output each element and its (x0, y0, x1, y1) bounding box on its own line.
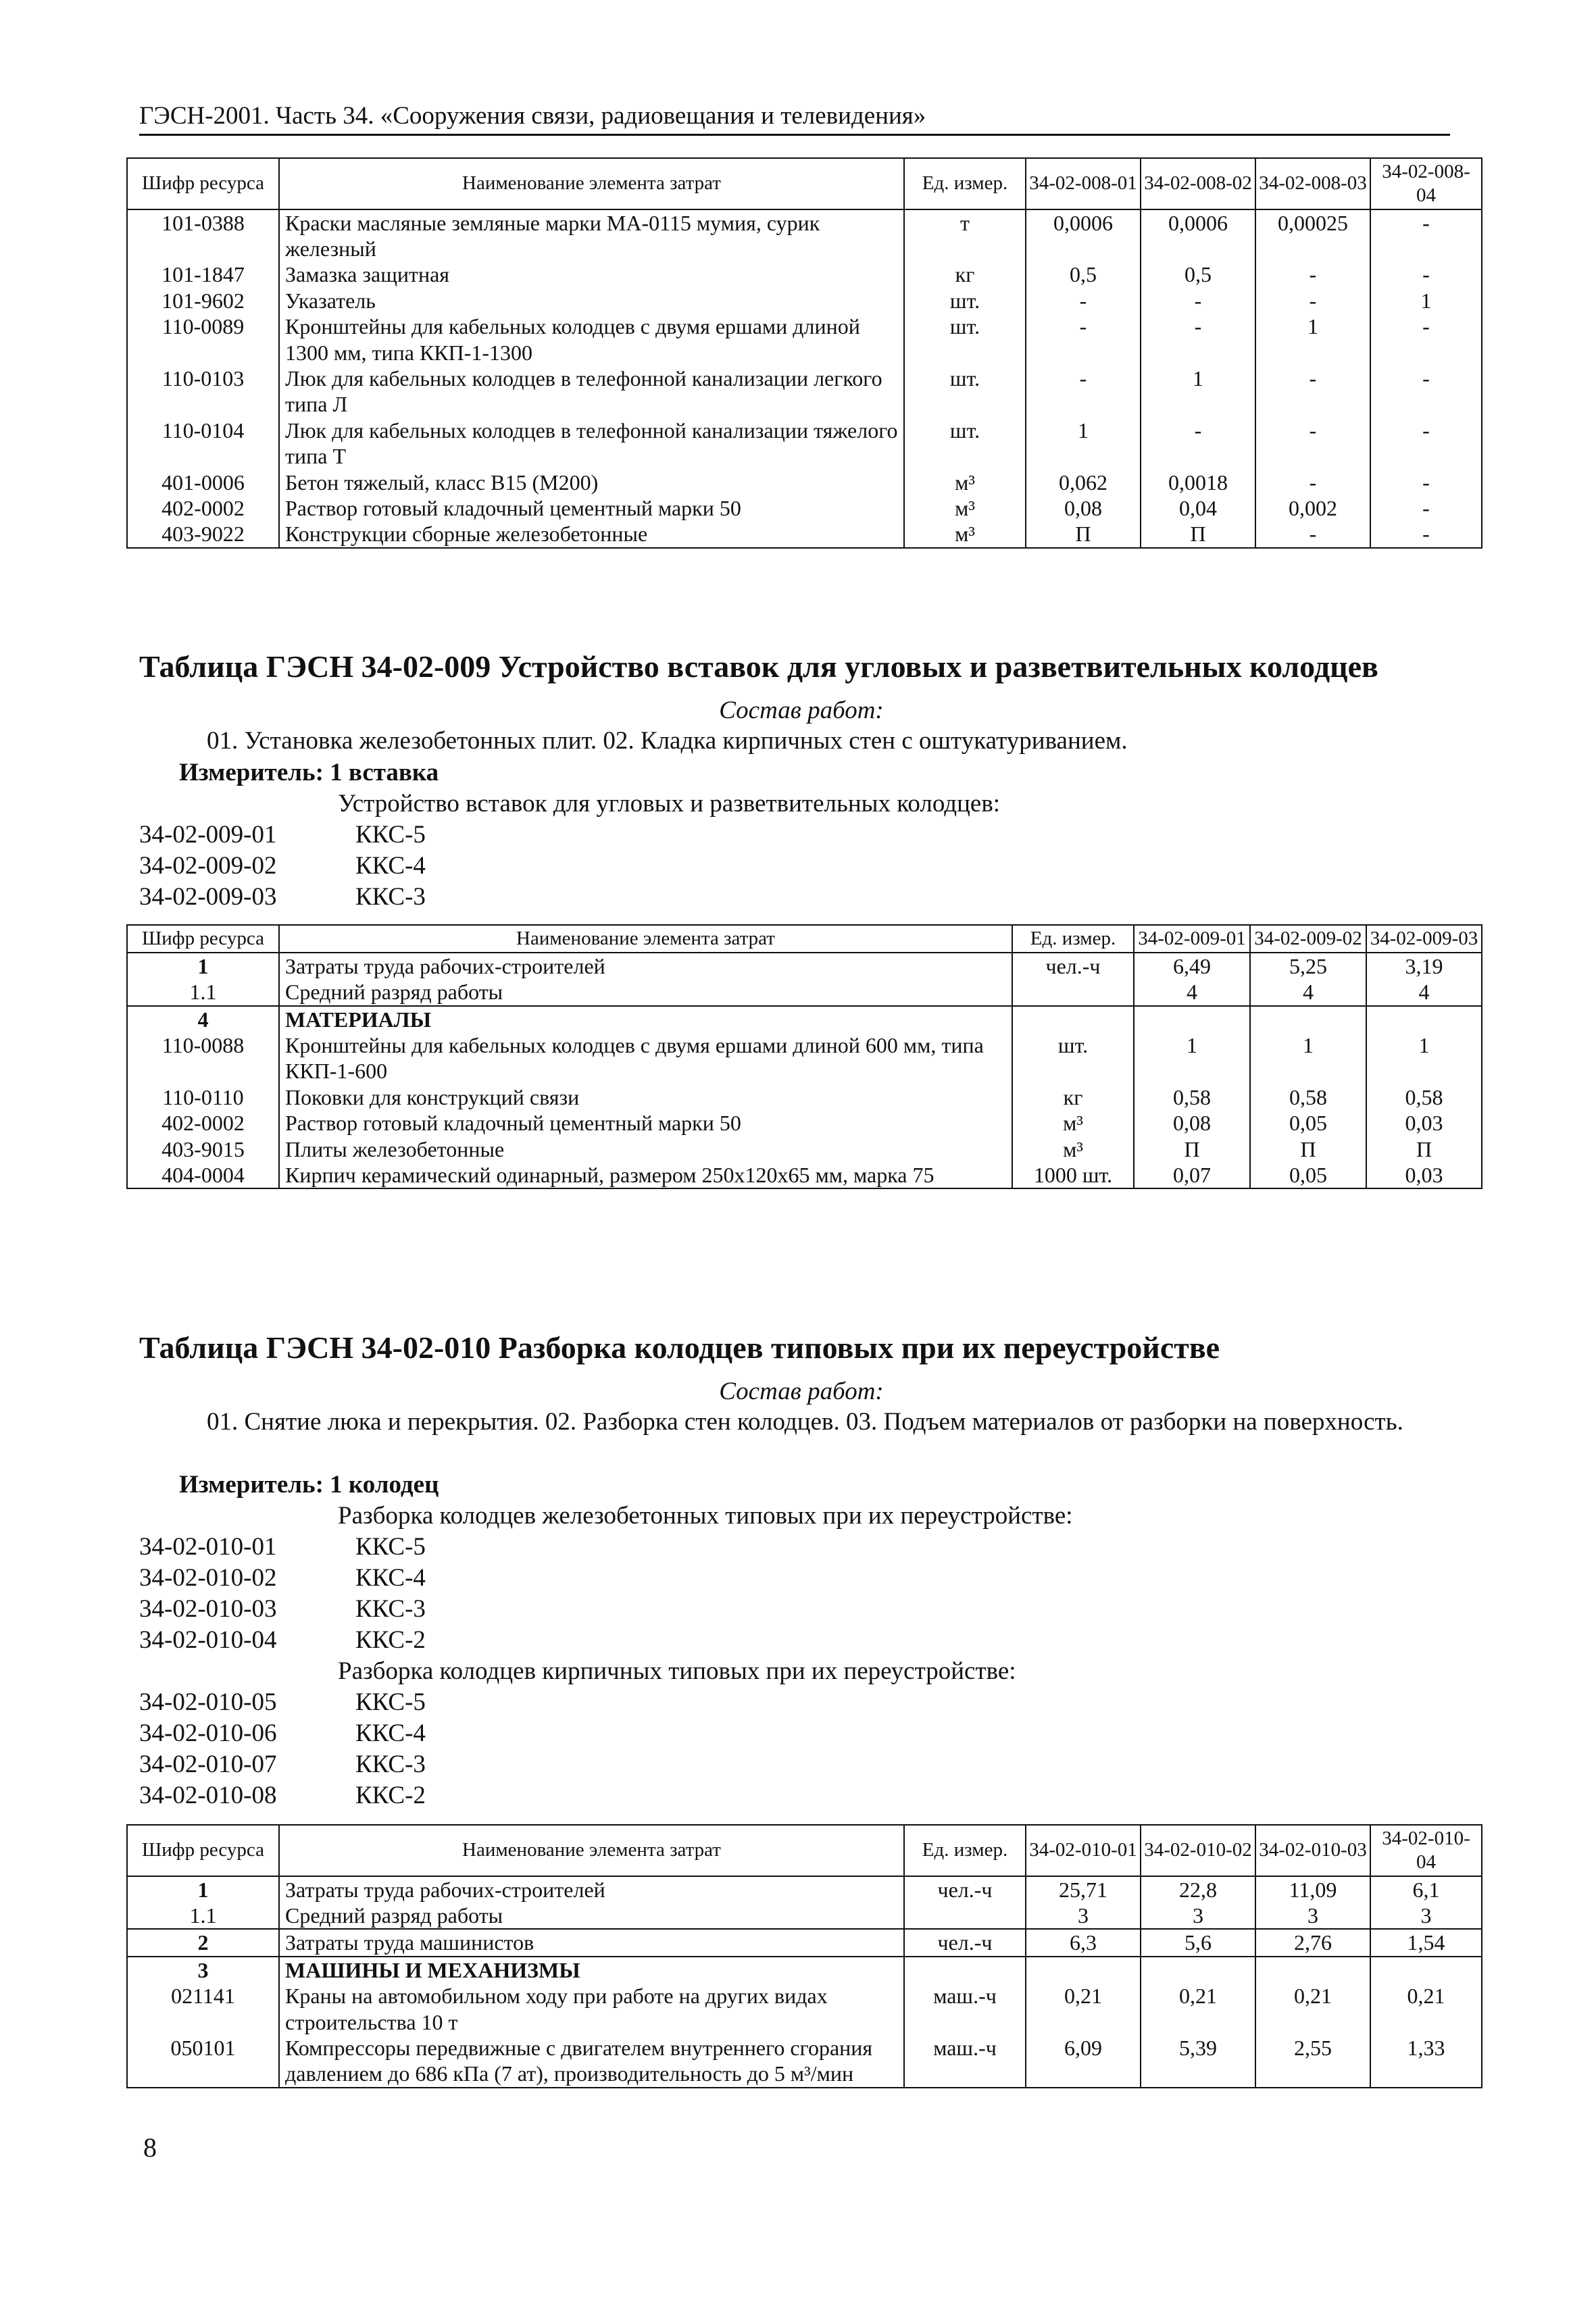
variant-code: 34-02-009-01 (139, 821, 277, 849)
value-cell: 4 (1366, 979, 1482, 1005)
table-row (127, 1903, 1482, 1929)
variant-line (139, 1594, 426, 1624)
value-cell: 0,21 (1026, 1983, 1141, 2035)
cost-item-name: Кронштейны для кабельных колодцев с двумя ершами длиной 600 мм, типа ККП-1-600 (279, 1032, 1012, 1084)
unit-cell: м³ (1012, 1136, 1134, 1162)
value-cell: П (1366, 1136, 1482, 1162)
variant-name: ККС-5 (355, 1533, 426, 1561)
value-cell: 0,04 (1141, 495, 1255, 521)
value-cell: 1,33 (1370, 2035, 1482, 2088)
value-cell: 0,21 (1141, 1983, 1255, 2035)
value-cell (1250, 1006, 1366, 1032)
variant-code: 34-02-010-03 (139, 1595, 277, 1623)
resource-code: 401-0006 (127, 470, 279, 495)
cost-item-name: Средний разряд работы (279, 1903, 904, 1929)
table-row (127, 313, 1482, 366)
cost-item-name: Затраты труда машинистов (279, 1929, 904, 1956)
column-header: Шифр ресурса (127, 158, 279, 209)
table-row (127, 2035, 1482, 2088)
table-row (127, 209, 1482, 262)
table-header-row (127, 158, 1482, 209)
value-cell: - (1141, 313, 1255, 366)
value-cell: - (1255, 366, 1370, 418)
value-cell: - (1255, 521, 1370, 547)
value-cell: 0,21 (1255, 1983, 1370, 2035)
variant-name: ККС-3 (355, 883, 426, 911)
variant-name: ККС-4 (355, 1564, 426, 1592)
column-header: Шифр ресурса (127, 1825, 279, 1876)
unit-cell: кг (904, 261, 1026, 287)
cost-item-name: Люк для кабельных колодцев в телефонной канализации легкого типа Л (279, 366, 904, 418)
variant-line (139, 1688, 426, 1717)
value-cell: П (1026, 521, 1141, 547)
value-cell: - (1255, 470, 1370, 495)
value-cell: - (1370, 261, 1482, 287)
value-cell (1141, 1957, 1255, 1983)
value-cell: 25,71 (1026, 1876, 1141, 1903)
value-cell: 5,6 (1141, 1929, 1255, 1956)
unit-cell (1012, 1006, 1134, 1032)
variant-name: ККС-2 (355, 1626, 426, 1654)
value-cell: 6,1 (1370, 1876, 1482, 1903)
value-cell: 1 (1026, 418, 1141, 470)
resource-code: 402-0002 (127, 495, 279, 521)
value-cell: - (1370, 418, 1482, 470)
unit-cell: 1000 шт. (1012, 1162, 1134, 1188)
unit-cell (904, 1903, 1026, 1929)
value-cell: - (1370, 366, 1482, 418)
variant-line (139, 1532, 426, 1562)
running-header: ГЭСН-2001. Часть 34. «Сооружения связи, радиовещания и телевидения» (139, 101, 1450, 136)
value-cell: 0,58 (1250, 1084, 1366, 1110)
variant-line (139, 1781, 426, 1811)
column-header: 34-02-009-01 (1134, 925, 1250, 953)
column-header: 34-02-009-03 (1366, 925, 1482, 953)
column-header: 34-02-010-04 (1370, 1825, 1482, 1876)
section-heading: МАТЕРИАЛЫ (279, 1006, 1012, 1032)
value-cell: 3 (1026, 1903, 1141, 1929)
resource-code: 101-1847 (127, 261, 279, 287)
table-row (127, 1983, 1482, 2035)
cost-item-name: Затраты труда рабочих-строителей (279, 1876, 904, 1903)
column-header: Наименование элемента затрат (279, 1825, 904, 1876)
unit-cell: м³ (904, 495, 1026, 521)
value-cell: 22,8 (1141, 1876, 1255, 1903)
variant-line (139, 1626, 426, 1655)
variant-line (139, 1563, 426, 1593)
resource-code: 1 (127, 953, 279, 979)
unit-cell: маш.-ч (904, 2035, 1026, 2088)
table-row (127, 261, 1482, 287)
cost-item-name: Люк для кабельных колодцев в телефонной канализации тяжелого типа Т (279, 418, 904, 470)
table-row (127, 495, 1482, 521)
variant-code: 34-02-010-08 (139, 1782, 277, 1809)
variant-code: 34-02-009-03 (139, 883, 277, 911)
unit-cell: чел.-ч (1012, 953, 1134, 979)
works-description: 01. Снятие люка и перекрытия. 02. Разборка стен колодцев. 03. Подъем материалов от разборки на поверхность. (207, 1408, 1403, 1436)
resource-code: 4 (127, 1006, 279, 1032)
measure-unit: Измеритель: 1 колодец (179, 1471, 439, 1499)
column-header: 34-02-008-02 (1141, 158, 1255, 209)
table-row (127, 366, 1482, 418)
value-cell: - (1370, 313, 1482, 366)
value-cell: - (1370, 495, 1482, 521)
table-title-34-02-010: Таблица ГЭСН 34-02-010 Разборка колодцев типовых при их переустройстве (139, 1330, 1220, 1365)
table-row (127, 979, 1482, 1005)
cost-item-name: Кирпич керамический одинарный, размером 250х120х65 мм, марка 75 (279, 1162, 1012, 1188)
table-34-02-009 (126, 924, 1482, 1189)
column-header: Шифр ресурса (127, 925, 279, 953)
table-row (127, 953, 1482, 979)
unit-cell: м³ (1012, 1110, 1134, 1136)
table-row (127, 1929, 1482, 1956)
unit-cell: чел.-ч (904, 1876, 1026, 1903)
column-header: 34-02-010-03 (1255, 1825, 1370, 1876)
value-cell: 4 (1134, 979, 1250, 1005)
group-heading: Разборка колодцев кирпичных типовых при их переустройстве: (338, 1657, 1016, 1685)
table-row (127, 288, 1482, 313)
table-row (127, 1957, 1482, 1983)
column-header: Ед. измер. (1012, 925, 1134, 953)
unit-cell: шт. (1012, 1032, 1134, 1084)
column-header: 34-02-008-04 (1370, 158, 1482, 209)
variant-code: 34-02-010-04 (139, 1626, 277, 1654)
resource-code: 404-0004 (127, 1162, 279, 1188)
resource-code: 402-0002 (127, 1110, 279, 1136)
value-cell: 3 (1141, 1903, 1255, 1929)
value-cell: - (1026, 313, 1141, 366)
column-header: 34-02-010-01 (1026, 1825, 1141, 1876)
cost-item-name: Затраты труда рабочих-строителей (279, 953, 1012, 979)
value-cell: - (1255, 288, 1370, 313)
table-row (127, 470, 1482, 495)
cost-item-name: Средний разряд работы (279, 979, 1012, 1005)
unit-cell: маш.-ч (904, 1983, 1026, 2035)
cost-item-name: Конструкции сборные железобетонные (279, 521, 904, 547)
page-number: 8 (143, 2132, 157, 2163)
works-composition-label: Состав работ: (719, 1378, 884, 1405)
unit-cell: т (904, 209, 1026, 262)
variant-line (139, 1719, 426, 1749)
cost-item-name: Поковки для конструкций связи (279, 1084, 1012, 1110)
table-row (127, 1136, 1482, 1162)
value-cell: П (1134, 1136, 1250, 1162)
cost-item-name: Краски масляные земляные марки МА-0115 мумия, сурик железный (279, 209, 904, 262)
value-cell: 0,0018 (1141, 470, 1255, 495)
resource-code: 110-0110 (127, 1084, 279, 1110)
variant-name: ККС-5 (355, 821, 426, 849)
column-header: 34-02-009-02 (1250, 925, 1366, 953)
cost-item-name: Компрессоры передвижные с двигателем внутреннего сгорания давлением до 686 кПа (7 ат), производительность до 5 м³/мин (279, 2035, 904, 2088)
variant-name: ККС-3 (355, 1751, 426, 1778)
resource-code: 1.1 (127, 979, 279, 1005)
resource-code: 110-0089 (127, 313, 279, 366)
column-header: Ед. измер. (904, 1825, 1026, 1876)
column-header: Наименование элемента затрат (279, 925, 1012, 953)
variant-code: 34-02-009-02 (139, 852, 277, 880)
cost-item-name: Кронштейны для кабельных колодцев с двумя ершами длиной 1300 мм, типа ККП-1-1300 (279, 313, 904, 366)
works-description: 01. Установка железобетонных плит. 02. Кладка кирпичных стен с оштукатуриванием. (207, 727, 1128, 755)
value-cell: 3,19 (1366, 953, 1482, 979)
value-cell: 2,76 (1255, 1929, 1370, 1956)
value-cell: 1 (1134, 1032, 1250, 1084)
value-cell: 5,25 (1250, 953, 1366, 979)
value-cell (1255, 1957, 1370, 1983)
cost-item-name: Краны на автомобильном ходу при работе на других видах строительства 10 т (279, 1983, 904, 2035)
cost-item-name: Указатель (279, 288, 904, 313)
value-cell: 4 (1250, 979, 1366, 1005)
value-cell (1366, 1006, 1482, 1032)
group-heading: Разборка колодцев железобетонных типовых при их переустройстве: (338, 1502, 1073, 1530)
variant-name: ККС-5 (355, 1688, 426, 1716)
value-cell: 1 (1141, 366, 1255, 418)
table-row (127, 1162, 1482, 1188)
unit-cell: шт. (904, 366, 1026, 418)
value-cell: 3 (1255, 1903, 1370, 1929)
resource-code: 403-9015 (127, 1136, 279, 1162)
unit-cell (1012, 979, 1134, 1005)
variant-name: ККС-2 (355, 1782, 426, 1809)
value-cell: - (1026, 288, 1141, 313)
value-cell: 6,49 (1134, 953, 1250, 979)
cost-item-name: Плиты железобетонные (279, 1136, 1012, 1162)
column-header: Наименование элемента затрат (279, 158, 904, 209)
value-cell: 5,39 (1141, 2035, 1255, 2088)
resource-code: 110-0088 (127, 1032, 279, 1084)
group-heading: Устройство вставок для угловых и разветвительных колодцев: (338, 790, 1001, 818)
measure-unit: Измеритель: 1 вставка (179, 759, 439, 786)
value-cell (1370, 1957, 1482, 1983)
resource-code: 050101 (127, 2035, 279, 2088)
resource-code: 021141 (127, 1983, 279, 2035)
value-cell: 1 (1370, 288, 1482, 313)
table-header-row (127, 1825, 1482, 1876)
unit-cell: кг (1012, 1084, 1134, 1110)
value-cell: - (1370, 209, 1482, 262)
table-row (127, 521, 1482, 547)
value-cell: 0,5 (1141, 261, 1255, 287)
variant-name: ККС-4 (355, 852, 426, 880)
resource-code: 3 (127, 1957, 279, 1983)
value-cell: П (1141, 521, 1255, 547)
value-cell: - (1026, 366, 1141, 418)
value-cell: 0,03 (1366, 1162, 1482, 1188)
table-row (127, 1110, 1482, 1136)
resource-code: 110-0103 (127, 366, 279, 418)
unit-cell: шт. (904, 313, 1026, 366)
variant-line (139, 820, 426, 850)
resource-code: 110-0104 (127, 418, 279, 470)
variant-code: 34-02-010-07 (139, 1751, 277, 1778)
variant-name: ККС-3 (355, 1595, 426, 1623)
column-header: Ед. измер. (904, 158, 1026, 209)
value-cell: 6,09 (1026, 2035, 1141, 2088)
variant-line (139, 882, 426, 912)
value-cell: 0,002 (1255, 495, 1370, 521)
unit-cell: шт. (904, 288, 1026, 313)
table-row (127, 1032, 1482, 1084)
value-cell: 11,09 (1255, 1876, 1370, 1903)
variant-code: 34-02-010-02 (139, 1564, 277, 1592)
value-cell: 0,0006 (1141, 209, 1255, 262)
resource-code: 101-9602 (127, 288, 279, 313)
variant-code: 34-02-010-01 (139, 1533, 277, 1561)
unit-cell: м³ (904, 521, 1026, 547)
value-cell: 1 (1255, 313, 1370, 366)
unit-cell: шт. (904, 418, 1026, 470)
value-cell: - (1141, 418, 1255, 470)
value-cell: 1 (1250, 1032, 1366, 1084)
value-cell: 1 (1366, 1032, 1482, 1084)
value-cell: 0,05 (1250, 1110, 1366, 1136)
value-cell (1134, 1006, 1250, 1032)
value-cell: 0,58 (1134, 1084, 1250, 1110)
table-34-02-008 (126, 157, 1482, 549)
value-cell: - (1141, 288, 1255, 313)
value-cell: 0,5 (1026, 261, 1141, 287)
table-row (127, 418, 1482, 470)
value-cell (1026, 1957, 1141, 1983)
cost-item-name: Замазка защитная (279, 261, 904, 287)
resource-code: 403-9022 (127, 521, 279, 547)
resource-code: 1 (127, 1876, 279, 1903)
table-row (127, 1084, 1482, 1110)
value-cell: 0,08 (1026, 495, 1141, 521)
column-header: 34-02-008-01 (1026, 158, 1141, 209)
value-cell: - (1255, 261, 1370, 287)
value-cell: 1,54 (1370, 1929, 1482, 1956)
value-cell: - (1370, 470, 1482, 495)
resource-code: 101-0388 (127, 209, 279, 262)
variant-line (139, 851, 426, 881)
value-cell: 0,07 (1134, 1162, 1250, 1188)
value-cell: П (1250, 1136, 1366, 1162)
table-title-34-02-009: Таблица ГЭСН 34-02-009 Устройство вставок для угловых и разветвительных колодцев (139, 649, 1378, 684)
table-row (127, 1006, 1482, 1032)
cost-item-name: Раствор готовый кладочный цементный марки 50 (279, 495, 904, 521)
unit-cell: чел.-ч (904, 1929, 1026, 1956)
value-cell: - (1370, 521, 1482, 547)
cost-item-name: Бетон тяжелый, класс В15 (М200) (279, 470, 904, 495)
table-34-02-010 (126, 1824, 1482, 2088)
value-cell: 0,21 (1370, 1983, 1482, 2035)
value-cell: 3 (1370, 1903, 1482, 1929)
cost-item-name: Раствор готовый кладочный цементный марки 50 (279, 1110, 1012, 1136)
column-header: 34-02-008-03 (1255, 158, 1370, 209)
value-cell: 2,55 (1255, 2035, 1370, 2088)
value-cell: 0,062 (1026, 470, 1141, 495)
resource-code: 1.1 (127, 1903, 279, 1929)
variant-name: ККС-4 (355, 1719, 426, 1747)
variant-line (139, 1750, 426, 1780)
table-header-row (127, 925, 1482, 953)
unit-cell (904, 1957, 1026, 1983)
value-cell: 0,08 (1134, 1110, 1250, 1136)
value-cell: 0,00025 (1255, 209, 1370, 262)
value-cell: 0,05 (1250, 1162, 1366, 1188)
works-composition-label: Состав работ: (719, 697, 884, 724)
value-cell: 6,3 (1026, 1929, 1141, 1956)
value-cell: 0,0006 (1026, 209, 1141, 262)
value-cell: - (1255, 418, 1370, 470)
value-cell: 0,03 (1366, 1110, 1482, 1136)
unit-cell: м³ (904, 470, 1026, 495)
resource-code: 2 (127, 1929, 279, 1956)
table-row (127, 1876, 1482, 1903)
variant-code: 34-02-010-05 (139, 1688, 277, 1716)
column-header: 34-02-010-02 (1141, 1825, 1255, 1876)
value-cell: 0,58 (1366, 1084, 1482, 1110)
section-heading: МАШИНЫ И МЕХАНИЗМЫ (279, 1957, 904, 1983)
variant-code: 34-02-010-06 (139, 1719, 277, 1747)
